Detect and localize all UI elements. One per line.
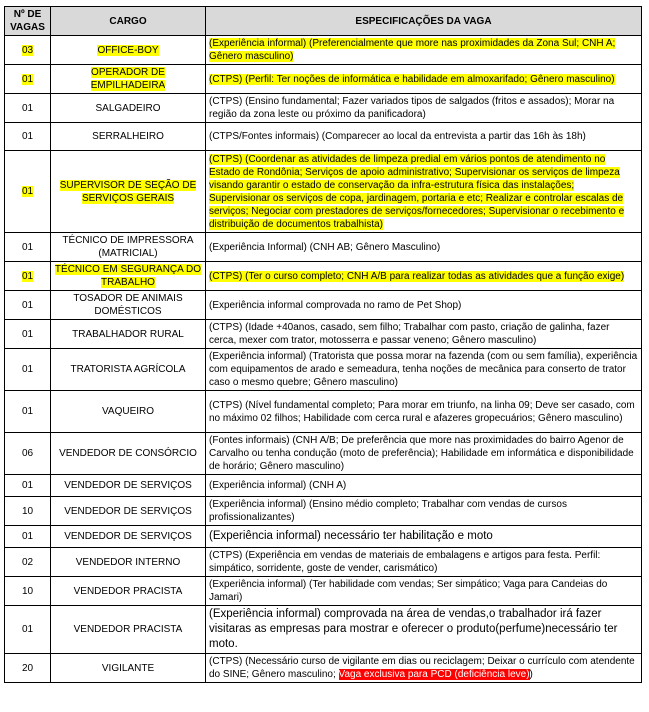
cargo-cell — [51, 577, 206, 606]
especificacoes-cell — [206, 577, 642, 606]
cargo-value: VENDEDOR DE SERVIÇOS — [64, 531, 192, 542]
especificacoes-value: (CTPS) (Coordenar as atividades de limpeza predial em vários pontos de atendimento no Estado de Rondônia; Serviços de apoio administrativo; Supervisionar os serviços de limpeza visando garantir o estado de conservação da infra-estrutura física das instalações; Supervisionar os serviços de copa, jardinagem, portaria e etc; Realizar e controlar escalas de serviços; Negociar com prestadores de serviços/fornecedores; Supervisionar o recebimento e distribuição de documentos trabalhista) — [209, 153, 625, 230]
especificacoes-cell — [206, 606, 642, 654]
especificacoes-cell — [206, 320, 642, 349]
especificacoes-value: (CTPS) (Ter o curso completo; CNH A/B para realizar todas as atividades que a função exige) — [209, 270, 625, 282]
table-row — [5, 65, 642, 94]
cargo-value: SUPERVISOR DE SEÇÃO DE SERVIÇOS GERAIS — [59, 179, 197, 204]
cargo-cell — [51, 654, 206, 683]
cargo-cell — [51, 349, 206, 391]
especificacoes-value: (CTPS/Fontes informais) (Comparecer ao local da entrevista a partir das 16h às 18h) — [209, 131, 586, 142]
especificacoes-value: (Experiência informal) (Tratorista que possa morar na fazenda (com ou sem família), experiência com equipamentos de arado e semeadura, tenha noções de mecânica para conserto de trator caso o mesmo quebre; Gênero masculino) — [209, 351, 638, 388]
vagas-cell — [5, 391, 51, 433]
table-row — [5, 262, 642, 291]
vagas-cell — [5, 433, 51, 475]
spec-closing: ) — [529, 669, 533, 680]
vagas-cell — [5, 577, 51, 606]
vagas-cell — [5, 349, 51, 391]
cargo-cell — [51, 475, 206, 497]
cargo-cell — [51, 94, 206, 123]
cargo-cell — [51, 433, 206, 475]
especificacoes-cell — [206, 291, 642, 320]
cargo-value: VENDEDOR PRACISTA — [73, 624, 183, 635]
especificacoes-cell — [206, 433, 642, 475]
cargo-cell — [51, 606, 206, 654]
table-row — [5, 233, 642, 262]
cargo-cell — [51, 548, 206, 577]
especificacoes-value: (CTPS) (Necessário curso de vigilante em dias ou reciclagem; Deixar o currículo com atendente do SINE; Gênero masculino; — [209, 656, 635, 680]
vagas-value: 01 — [21, 186, 34, 197]
especificacoes-cell — [206, 548, 642, 577]
vagas-value: 01 — [21, 624, 34, 635]
cargo-value: TÉCNICO DE IMPRESSORA (MATRICIAL) — [62, 235, 194, 259]
vagas-value: 01 — [21, 270, 34, 282]
table-row — [5, 123, 642, 151]
cargo-cell — [51, 391, 206, 433]
job-vacancies-table-container — [4, 6, 641, 683]
table-row — [5, 391, 642, 433]
cargo-cell — [51, 291, 206, 320]
cargo-cell — [51, 262, 206, 291]
pcd-exclusive-badge: Vaga exclusiva para PCD (deficiência leve) — [338, 669, 530, 680]
vagas-cell — [5, 94, 51, 123]
vagas-cell — [5, 262, 51, 291]
vagas-cell — [5, 526, 51, 548]
vagas-value: 01 — [21, 131, 34, 142]
table-row — [5, 433, 642, 475]
especificacoes-value: (Experiência informal) necessário ter habilitação e moto — [209, 530, 493, 542]
cargo-value: VENDEDOR DE SERVIÇOS — [64, 505, 192, 517]
especificacoes-value: (CTPS) (Experiência em vendas de materiais de embalagens e artigos para festa. Perfil: simpático, sorridente, goste de vender, carismático) — [209, 550, 601, 574]
vagas-cell — [5, 475, 51, 497]
especificacoes-value: (CTPS) (Idade +40anos, casado, sem filho; Trabalhar com pasto, criação de galinha, fazer cerca, mexer com trator, motosserra e passar veneno; Gênero masculino) — [209, 322, 610, 346]
especificacoes-value: (CTPS) (Ensino fundamental; Fazer variados tipos de salgados (fritos e assados); Morar na região da zona leste ou próximo da panificadora) — [209, 96, 615, 120]
job-vacancies-table — [4, 6, 642, 683]
cargo-value: VIGILANTE — [101, 662, 155, 674]
vagas-value: 01 — [21, 531, 34, 542]
cargo-value: VAQUEIRO — [101, 406, 155, 417]
vagas-cell — [5, 606, 51, 654]
especificacoes-cell — [206, 123, 642, 151]
cargo-value: OPERADOR DE EMPILHADEIRA — [90, 67, 166, 91]
vagas-cell — [5, 497, 51, 526]
especificacoes-cell — [206, 497, 642, 526]
especificacoes-cell — [206, 36, 642, 65]
vagas-cell — [5, 233, 51, 262]
cargo-value: TRABALHADOR RURAL — [72, 328, 184, 340]
especificacoes-cell — [206, 391, 642, 433]
vagas-cell — [5, 36, 51, 65]
header-especificacoes: ESPECIFICAÇÕES DA VAGA — [206, 7, 642, 36]
especificacoes-value: (Experiência informal) comprovada na área de vendas,o trabalhador irá fazer visitaras as empresas para mostrar e oferecer o produto(perfume)necessário ter moto. — [209, 608, 618, 650]
table-row — [5, 151, 642, 233]
especificacoes-cell — [206, 654, 642, 683]
vagas-value: 01 — [21, 364, 34, 375]
vagas-value: 20 — [21, 662, 34, 674]
vagas-cell — [5, 291, 51, 320]
especificacoes-value: (Fontes informais) (CNH A/B; De preferência que more nas proximidades do bairro Agenor de Carvalho ou tenha condução (moto de preferência); Habilidade em informática e disponibilidade de horário; Gênero masculino) — [209, 435, 634, 472]
especificacoes-cell — [206, 262, 642, 291]
especificacoes-value: (Experiência informal comprovada no ramo de Pet Shop) — [209, 299, 462, 311]
especificacoes-cell — [206, 233, 642, 262]
table-row — [5, 497, 642, 526]
cargo-value: TOSADOR DE ANIMAIS DOMÉSTICOS — [73, 293, 183, 317]
vagas-value: 02 — [21, 556, 34, 568]
especificacoes-value: (Experiência informal) (Ter habilidade com vendas; Ser simpático; Vaga para Candeias do Jamari) — [209, 579, 608, 603]
cargo-value: VENDEDOR PRACISTA — [73, 585, 183, 597]
cargo-value: VENDEDOR DE SERVIÇOS — [64, 480, 192, 491]
cargo-cell — [51, 65, 206, 94]
vagas-value: 01 — [21, 299, 34, 311]
vagas-cell — [5, 548, 51, 577]
especificacoes-value: (CTPS) (Nível fundamental completo; Para morar em triunfo, na linha 09; Deve ser casado, com no máximo 02 filhos; Habilidade com cerca rural e afazeres gropecuários; Gênero masculino) — [209, 399, 635, 424]
table-row — [5, 548, 642, 577]
header-vagas: Nº DE VAGAS — [5, 7, 51, 36]
cargo-value: SERRALHEIRO — [92, 131, 164, 142]
table-body — [5, 36, 642, 683]
table-row — [5, 320, 642, 349]
especificacoes-cell — [206, 349, 642, 391]
table-row — [5, 654, 642, 683]
cargo-cell — [51, 123, 206, 151]
cargo-value: TÉCNICO EM SEGURANÇA DO TRABALHO — [54, 264, 202, 288]
table-row — [5, 36, 642, 65]
table-row — [5, 526, 642, 548]
table-row — [5, 291, 642, 320]
table-row — [5, 349, 642, 391]
vagas-value: 03 — [21, 44, 34, 56]
cargo-cell — [51, 36, 206, 65]
table-row — [5, 606, 642, 654]
cargo-value: TRATORISTA AGRÍCOLA — [70, 364, 186, 375]
cargo-cell — [51, 497, 206, 526]
table-header-row — [5, 7, 642, 36]
vagas-value: 01 — [21, 241, 34, 253]
vagas-cell — [5, 151, 51, 233]
vagas-value: 01 — [21, 480, 34, 491]
header-cargo: CARGO — [51, 7, 206, 36]
especificacoes-value: (Experiência informal) (Ensino médio completo; Trabalhar com vendas de cursos profissionalizantes) — [209, 499, 567, 523]
vagas-value: 10 — [21, 585, 34, 597]
vagas-value: 01 — [21, 328, 34, 340]
especificacoes-value: (Experiência informal) (CNH A) — [209, 480, 347, 491]
cargo-value: VENDEDOR INTERNO — [75, 556, 181, 568]
vagas-cell — [5, 65, 51, 94]
especificacoes-value: (CTPS) (Perfil: Ter noções de informática e habilidade em almoxarifado; Gênero masculino) — [209, 73, 615, 85]
cargo-cell — [51, 320, 206, 349]
especificacoes-cell — [206, 526, 642, 548]
cargo-cell — [51, 526, 206, 548]
especificacoes-cell — [206, 65, 642, 94]
cargo-value: VENDEDOR DE CONSÓRCIO — [59, 448, 197, 459]
especificacoes-cell — [206, 94, 642, 123]
table-row — [5, 577, 642, 606]
vagas-cell — [5, 123, 51, 151]
cargo-value: OFFICE-BOY — [97, 44, 159, 56]
vagas-value: 01 — [21, 73, 34, 85]
vagas-cell — [5, 654, 51, 683]
cargo-cell — [51, 151, 206, 233]
vagas-value: 10 — [21, 505, 34, 517]
vagas-value: 01 — [21, 102, 34, 114]
especificacoes-cell — [206, 151, 642, 233]
especificacoes-cell — [206, 475, 642, 497]
cargo-value: SALGADEIRO — [95, 102, 161, 114]
table-row — [5, 475, 642, 497]
especificacoes-value: (Experiência Informal) (CNH AB; Gênero Masculino) — [209, 241, 441, 253]
table-row — [5, 94, 642, 123]
vagas-value: 01 — [21, 406, 34, 417]
especificacoes-value: (Experiência informal) (Preferencialmente que more nas proximidades da Zona Sul; CNH A; Gênero masculino) — [209, 38, 616, 62]
vagas-value: 06 — [21, 448, 34, 459]
cargo-cell — [51, 233, 206, 262]
vagas-cell — [5, 320, 51, 349]
